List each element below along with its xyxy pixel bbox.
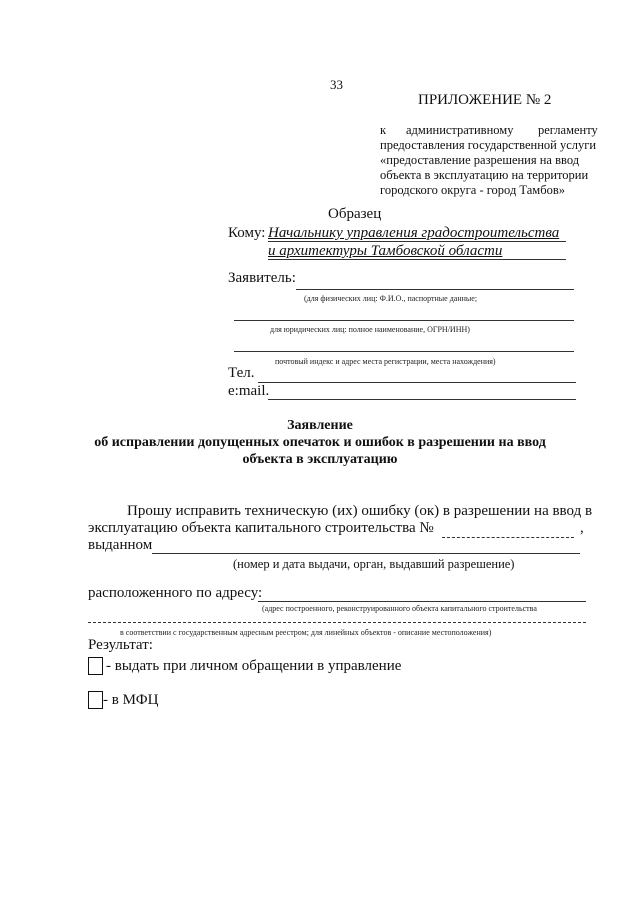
permit-number-field[interactable] [442,537,574,538]
request-line2: эксплуатацию объекта капитального строительства № [88,520,434,536]
applicant-field-3[interactable] [234,351,574,352]
applicant-hint1: (для физических лиц: Ф.И.О., паспортные данные; [304,294,478,303]
request-line1: Прошу исправить техническую (их) ошибку (ок) в разрешении на ввод в [127,503,593,519]
to-underline2 [268,259,566,260]
applicant-hint3: почтовый индекс и адрес места регистрации, места нахождения) [275,357,496,366]
address-field-2[interactable] [88,622,586,623]
issued-hint: (номер и дата выдачи, орган, выдавший разрешение) [233,557,515,571]
to-label: Кому: [228,225,266,241]
request-line2-end: , [580,520,584,536]
applicant-label: Заявитель: [228,270,296,286]
heading-line3: объекта в эксплуатацию [242,452,398,467]
appendix-line3: «предоставление разрешения на ввод [380,153,580,167]
option-personal-label: - выдать при личном обращении в управление [106,658,402,674]
appendix-title: ПРИЛОЖЕНИЕ № 2 [418,92,552,108]
to-underline1 [268,241,566,242]
checkbox-mfc[interactable] [88,691,103,709]
issued-field[interactable] [152,553,580,554]
result-label: Результат: [88,637,153,653]
appendix-line4: объекта в эксплуатацию на территории [380,168,589,182]
address-field[interactable] [258,601,586,602]
appendix-line1-b: регламенту [538,123,598,137]
to-line2: и архитектуры Тамбовской области [268,243,503,259]
sample-label: Образец [328,206,382,222]
appendix-line2: предоставления государственной услуги [380,138,597,152]
email-label: e:mail. [228,383,270,399]
applicant-field[interactable] [296,289,574,290]
address-label: расположенного по адресу: [88,585,263,601]
email-field[interactable] [268,399,576,400]
applicant-hint2: для юридических лиц: полное наименование, ОГРН/ИНН) [270,325,470,334]
checkbox-personal[interactable] [88,657,103,675]
heading-line2: об исправлении допущенных опечаток и ошибок в разрешении на ввод [94,435,546,450]
appendix-line1-k: к [380,123,387,137]
appendix-line5: городского округа - город Тамбов» [380,183,565,197]
tel-label: Тел. [228,365,255,381]
applicant-field-2[interactable] [234,320,574,321]
appendix-line1-a: административному [406,123,514,137]
page-number: 33 [330,77,343,92]
address-hint1: (адрес построенного, реконструированного объекта капитального строительства [262,604,537,613]
tel-field[interactable] [258,382,576,383]
address-hint2: в соответствии с государственным адресным реестром; для линейных объектов - описание местоположения) [120,628,492,637]
option-mfc-label: - в МФЦ [103,692,159,708]
to-line1: Начальнику управления градостроительства [268,225,560,241]
heading-line1: Заявление [287,418,353,433]
issued-label: выданном [88,537,153,553]
